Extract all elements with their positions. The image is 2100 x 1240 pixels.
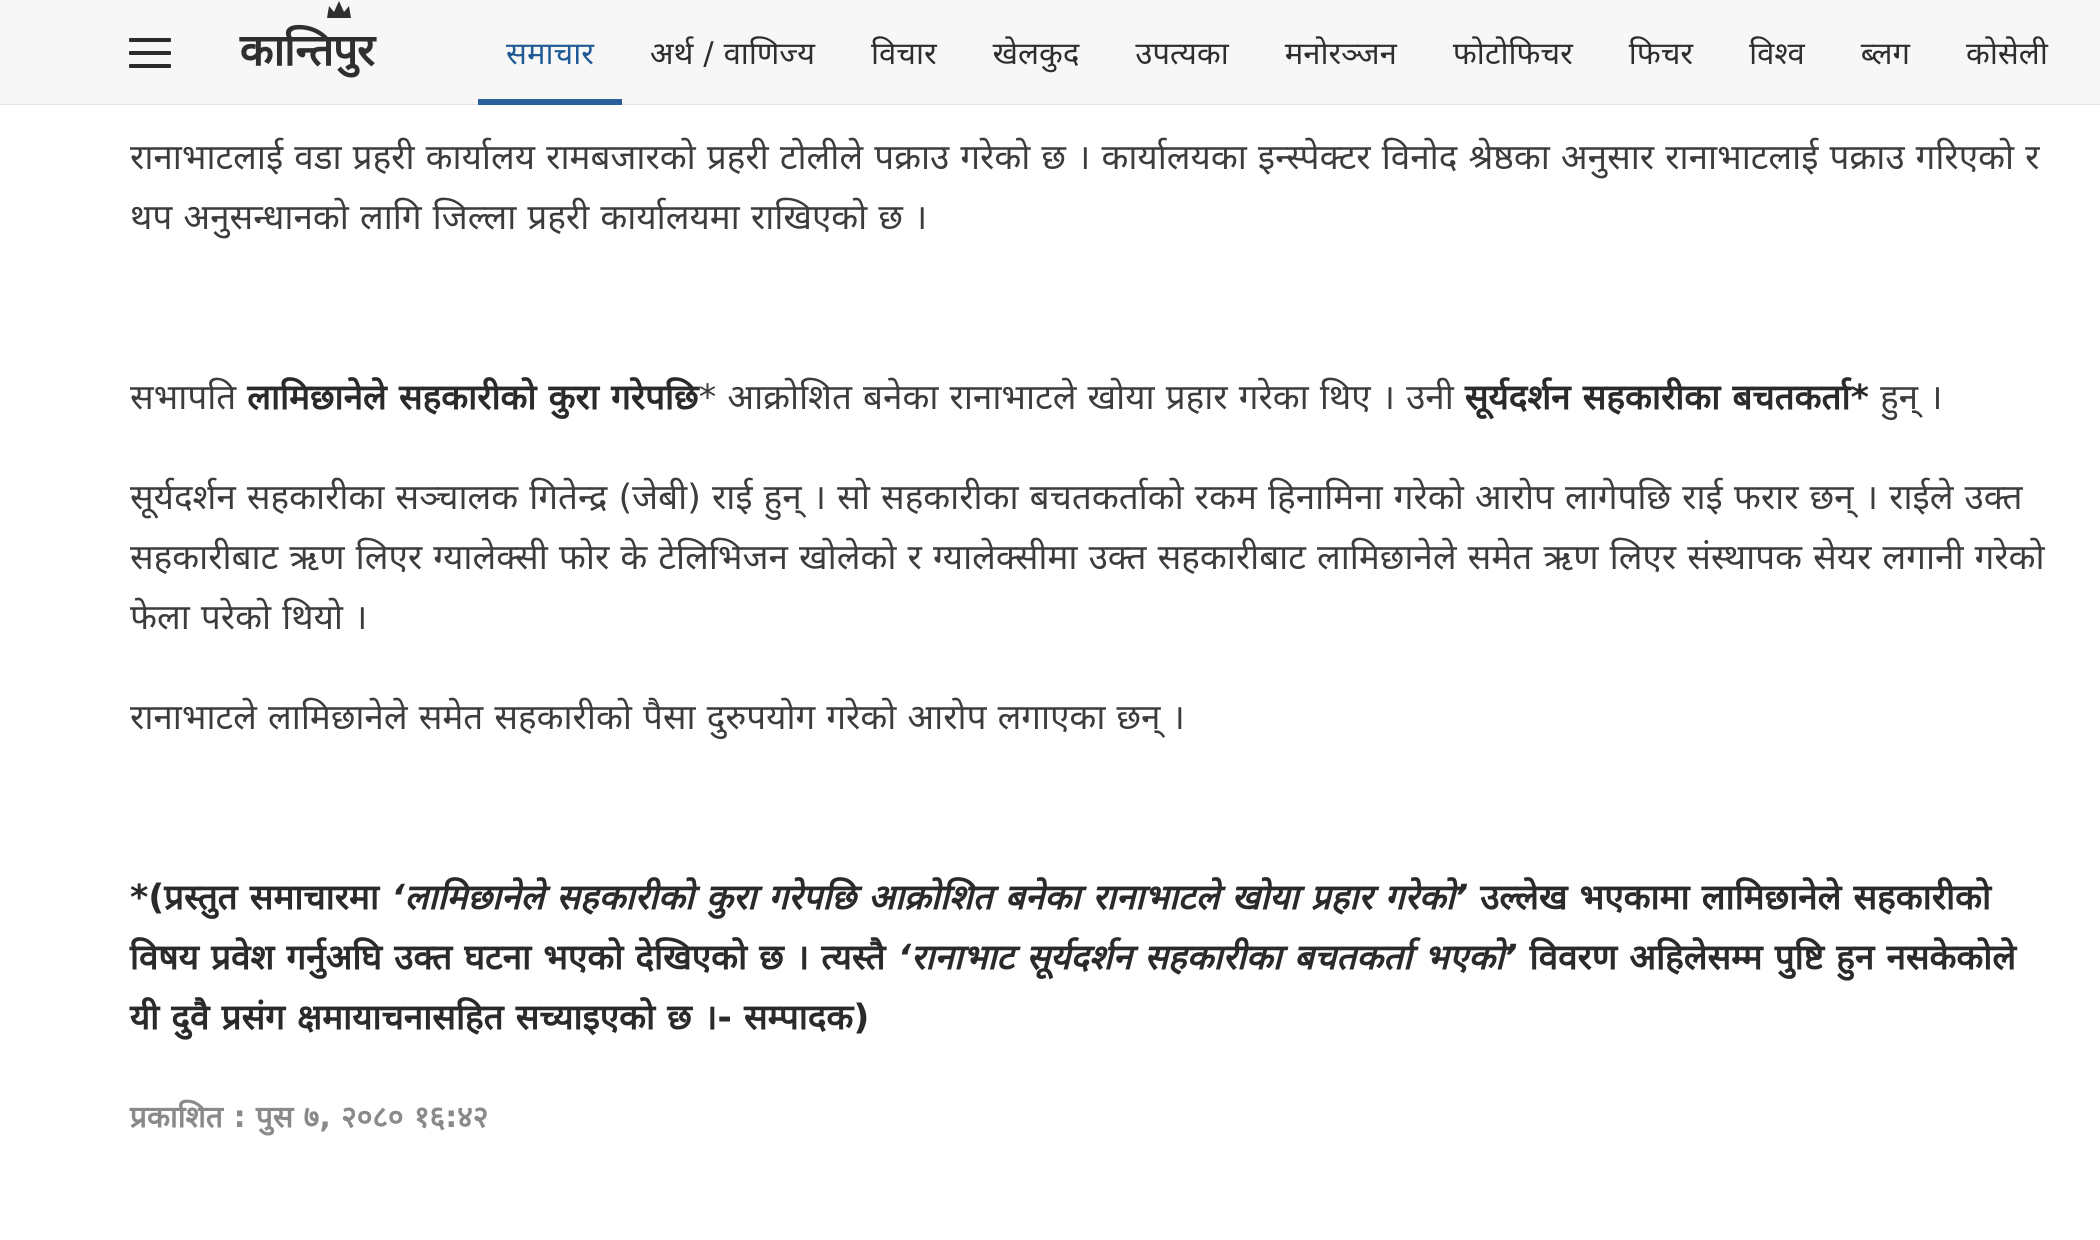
nav-item-bichar[interactable]: विचार <box>871 35 937 72</box>
logo-wordmark: कान्तिपुर <box>240 25 375 76</box>
bold-text: लामिछानेले सहकारीको कुरा गरेपछि <box>247 378 699 418</box>
nav-item-upatyaka[interactable]: उपत्यका <box>1135 35 1229 72</box>
editor-correction-note <box>130 868 2055 1048</box>
nav-item-bishwa[interactable]: विश्व <box>1749 35 1805 72</box>
nav-item-artha-banijya[interactable]: अर्थ / वाणिज्य <box>649 35 815 72</box>
hamburger-menu-icon[interactable] <box>129 38 171 68</box>
bold-text: सूर्यदर्शन सहकारीका बचतकर्ता* <box>1464 378 1869 418</box>
text-run: हुन् । <box>1868 378 1943 418</box>
article-paragraph: सूर्यदर्शन सहकारीका सञ्चालक गितेन्द्र (जेबी) राई हुन् । सो सहकारीका बचतकर्ताको रकम हिनामिना गरेको आरोप लागेपछि राई फरार छन् । राईले उक्त सहकारीबाट ऋण लिएर ग्यालेक्सी फोर के टेलिभिजन खोलेको र ग्यालेक्सीमा उक्त सहकारीबाट लामिछानेले समेत ऋण लिएर संस्थापक सेयर लगानी गरेको फेला परेको थियो । <box>130 478 2045 638</box>
nav-item-feature[interactable]: फिचर <box>1628 35 1694 72</box>
text-run: उल्लेख भएकामा लामिछानेले सहकारीको विषय प्रवेश गर्नुअघि उक्त घटना भएको देखिएको छ । त्यस्तै <box>130 878 1992 978</box>
text-run: विवरण अहिलेसम्म पुष्टि हुन नसकेकोले यी दुवै प्रसंग क्षमायाचनासहित सच्याइएको छ ।- सम्पादक) <box>130 938 2017 1038</box>
italic-quote: ‘रानाभाट सूर्यदर्शन सहकारीका बचतकर्ता भएको’ <box>897 938 1518 978</box>
nav-item-manoranjan[interactable]: मनोरञ्जन <box>1284 35 1397 72</box>
published-date: प्रकाशित : पुस ७, २०८० १६:४२ <box>130 1100 489 1135</box>
article-paragraph: रानाभाटले लामिछानेले समेत सहकारीको पैसा दुरुपयोग गरेको आरोप लगाएका छन् । <box>130 698 1185 738</box>
text-run: *(प्रस्तुत समाचारमा <box>130 878 392 918</box>
text-run: * आक्रोशित बनेका रानाभाटले खोया प्रहार गरेका थिए । उनी <box>698 378 1465 418</box>
article-body <box>130 128 2055 1138</box>
article-paragraph: रानाभाटलाई वडा प्रहरी कार्यालय रामबजारको प्रहरी टोलीले पक्राउ गरेको छ । कार्यालयका इन्स्पेक्टर विनोद श्रेष्ठका अनुसार रानाभाटलाई पक्राउ गरिएको र थप अनुसन्धानको लागि जिल्ला प्रहरी कार्यालयमा राखिएको छ । <box>130 138 2040 238</box>
nav-item-koseli[interactable]: कोसेली <box>1966 35 2048 72</box>
nav-item-samachar[interactable]: समाचार <box>478 0 622 105</box>
italic-quote: ‘लामिछानेले सहकारीको कुरा गरेपछि आक्रोशित बनेका रानाभाटले खोया प्रहार गरेको’ <box>391 878 1469 918</box>
top-navbar <box>0 0 2100 105</box>
article-paragraph <box>130 368 2055 428</box>
nav-item-photofeature[interactable]: फोटोफिचर <box>1452 35 1573 72</box>
text-run: सभापति <box>130 378 248 418</box>
site-logo[interactable] <box>240 12 440 84</box>
logo-crown-icon <box>324 0 354 20</box>
nav-item-blog[interactable]: ब्लग <box>1860 35 1911 72</box>
main-nav <box>478 0 2076 105</box>
nav-item-khelkud[interactable]: खेलकुद <box>992 35 1080 72</box>
